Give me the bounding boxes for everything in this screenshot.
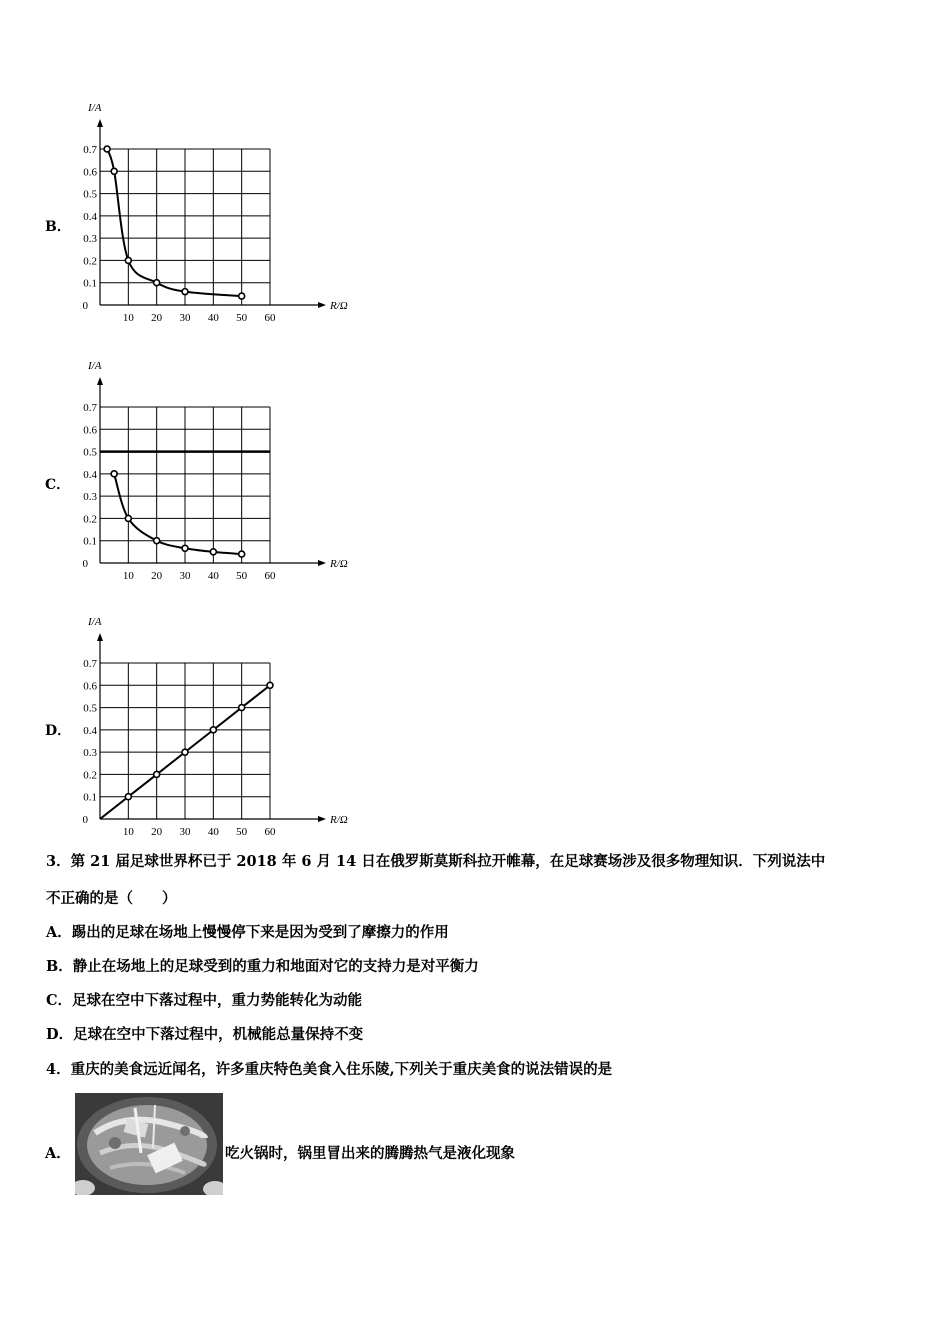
data-curve [114, 474, 242, 554]
y-tick-label: 0.1 [83, 791, 97, 804]
y-tick-label: 0.3 [83, 233, 97, 246]
data-point [125, 257, 131, 263]
q4-stem: 4．重庆的美食远近闻名，许多重庆特色美食入住乐陵,下列关于重庆美食的说法错误的是 [46, 1061, 613, 1078]
y-tick-label: 0.3 [83, 491, 97, 504]
x-tick-label: 10 [122, 312, 134, 324]
q3-option-b: B．静止在场地上的足球受到的重力和地面对它的支持力是对平衡力 [46, 958, 479, 975]
q3-option-d: D．足球在空中下落过程中，机械能总量保持不变 [46, 1026, 364, 1043]
q3-option-a: A．踢出的足球在场地上慢慢停下来是因为受到了摩擦力的作用 [46, 924, 449, 941]
data-point [111, 168, 117, 174]
data-point [154, 538, 160, 544]
y-tick-label: 0.2 [83, 513, 97, 526]
y-tick-label: 0.7 [83, 658, 97, 670]
x-tick-label: 20 [151, 312, 163, 324]
chart-b-svg [55, 95, 355, 325]
hotpot-photo [75, 1093, 223, 1195]
y-tick-label: 0.2 [83, 769, 97, 782]
q4-option-a-letter: A． [45, 1145, 71, 1162]
x-axis-label: R/Ω [330, 300, 348, 312]
x-tick-label: 20 [151, 570, 163, 582]
q3-stem-line1: 3．第 21 届足球世界杯已于 2018 年 6 月 14 日在俄罗斯莫斯科拉开帷幕，在足球赛场涉及很多物理知识．下列说法中 [46, 853, 826, 870]
y-tick-label: 0.4 [83, 468, 97, 481]
data-point [210, 727, 216, 733]
q3-option-c: C．足球在空中下落过程中，重力势能转化为动能 [46, 992, 363, 1009]
x-tick-label: 30 [179, 826, 191, 838]
y-axis-arrow-icon [97, 633, 103, 641]
x-tick-label: 10 [122, 570, 134, 582]
x-tick-label: 30 [179, 312, 191, 324]
option-letter-c: C． [45, 477, 71, 493]
data-point [182, 545, 188, 551]
y-tick-label: 0.6 [83, 424, 97, 437]
x-tick-label: 10 [122, 826, 134, 838]
x-axis-arrow-icon [318, 302, 326, 308]
x-tick-label: 40 [207, 570, 219, 582]
y-tick-label: 0.1 [83, 277, 97, 290]
y-axis-label: I/A [88, 102, 102, 114]
x-axis-label: R/Ω [330, 558, 348, 570]
origin-label: 0 [82, 300, 88, 312]
y-axis-arrow-icon [97, 377, 103, 385]
data-point [125, 794, 131, 800]
x-tick-label: 20 [151, 826, 163, 838]
data-point [239, 705, 245, 711]
x-tick-label: 60 [264, 312, 276, 324]
x-tick-label: 60 [264, 570, 276, 582]
origin-label: 0 [82, 558, 88, 570]
y-tick-label: 0.1 [83, 535, 97, 548]
y-tick-label: 0.4 [83, 210, 97, 223]
y-tick-label: 0.5 [83, 702, 97, 715]
data-point [210, 549, 216, 555]
origin-label: 0 [82, 814, 88, 826]
x-tick-label: 50 [236, 312, 248, 324]
x-axis-arrow-icon [318, 816, 326, 822]
y-axis-label: I/A [88, 360, 102, 372]
x-axis-arrow-icon [318, 560, 326, 566]
x-tick-label: 50 [236, 826, 248, 838]
y-tick-label: 0.6 [83, 166, 97, 179]
q4-option-a-text: 吃火锅时，锅里冒出来的腾腾热气是液化现象 [225, 1145, 515, 1162]
y-tick-label: 0.3 [83, 747, 97, 760]
chart-c-svg [55, 353, 355, 583]
x-axis-label: R/Ω [330, 814, 348, 826]
x-tick-label: 50 [236, 570, 248, 582]
data-point [182, 749, 188, 755]
x-tick-label: 40 [207, 826, 219, 838]
data-point [154, 771, 160, 777]
data-point [182, 289, 188, 295]
data-point [267, 682, 273, 688]
y-tick-label: 0.7 [83, 402, 97, 414]
option-letter-b: B． [45, 219, 71, 235]
chart-d-svg [55, 609, 355, 839]
chart-d [55, 609, 355, 839]
y-tick-label: 0.4 [83, 724, 97, 737]
data-point [111, 471, 117, 477]
q3-stem-line2: 不正确的是（ ） [46, 890, 177, 907]
y-tick-label: 0.5 [83, 446, 97, 459]
y-axis-label: I/A [88, 616, 102, 628]
data-point [154, 280, 160, 286]
y-axis-arrow-icon [97, 119, 103, 127]
x-tick-label: 40 [207, 312, 219, 324]
y-tick-label: 0.6 [83, 680, 97, 693]
y-tick-label: 0.2 [83, 255, 97, 268]
x-tick-label: 60 [264, 826, 276, 838]
chart-b [55, 95, 355, 325]
data-point [239, 551, 245, 557]
x-tick-label: 30 [179, 570, 191, 582]
y-tick-label: 0.7 [83, 144, 97, 156]
data-point [104, 146, 110, 152]
data-point [239, 293, 245, 299]
data-point [125, 515, 131, 521]
y-tick-label: 0.5 [83, 188, 97, 201]
option-letter-d: D． [45, 723, 72, 739]
chart-c [55, 353, 355, 583]
